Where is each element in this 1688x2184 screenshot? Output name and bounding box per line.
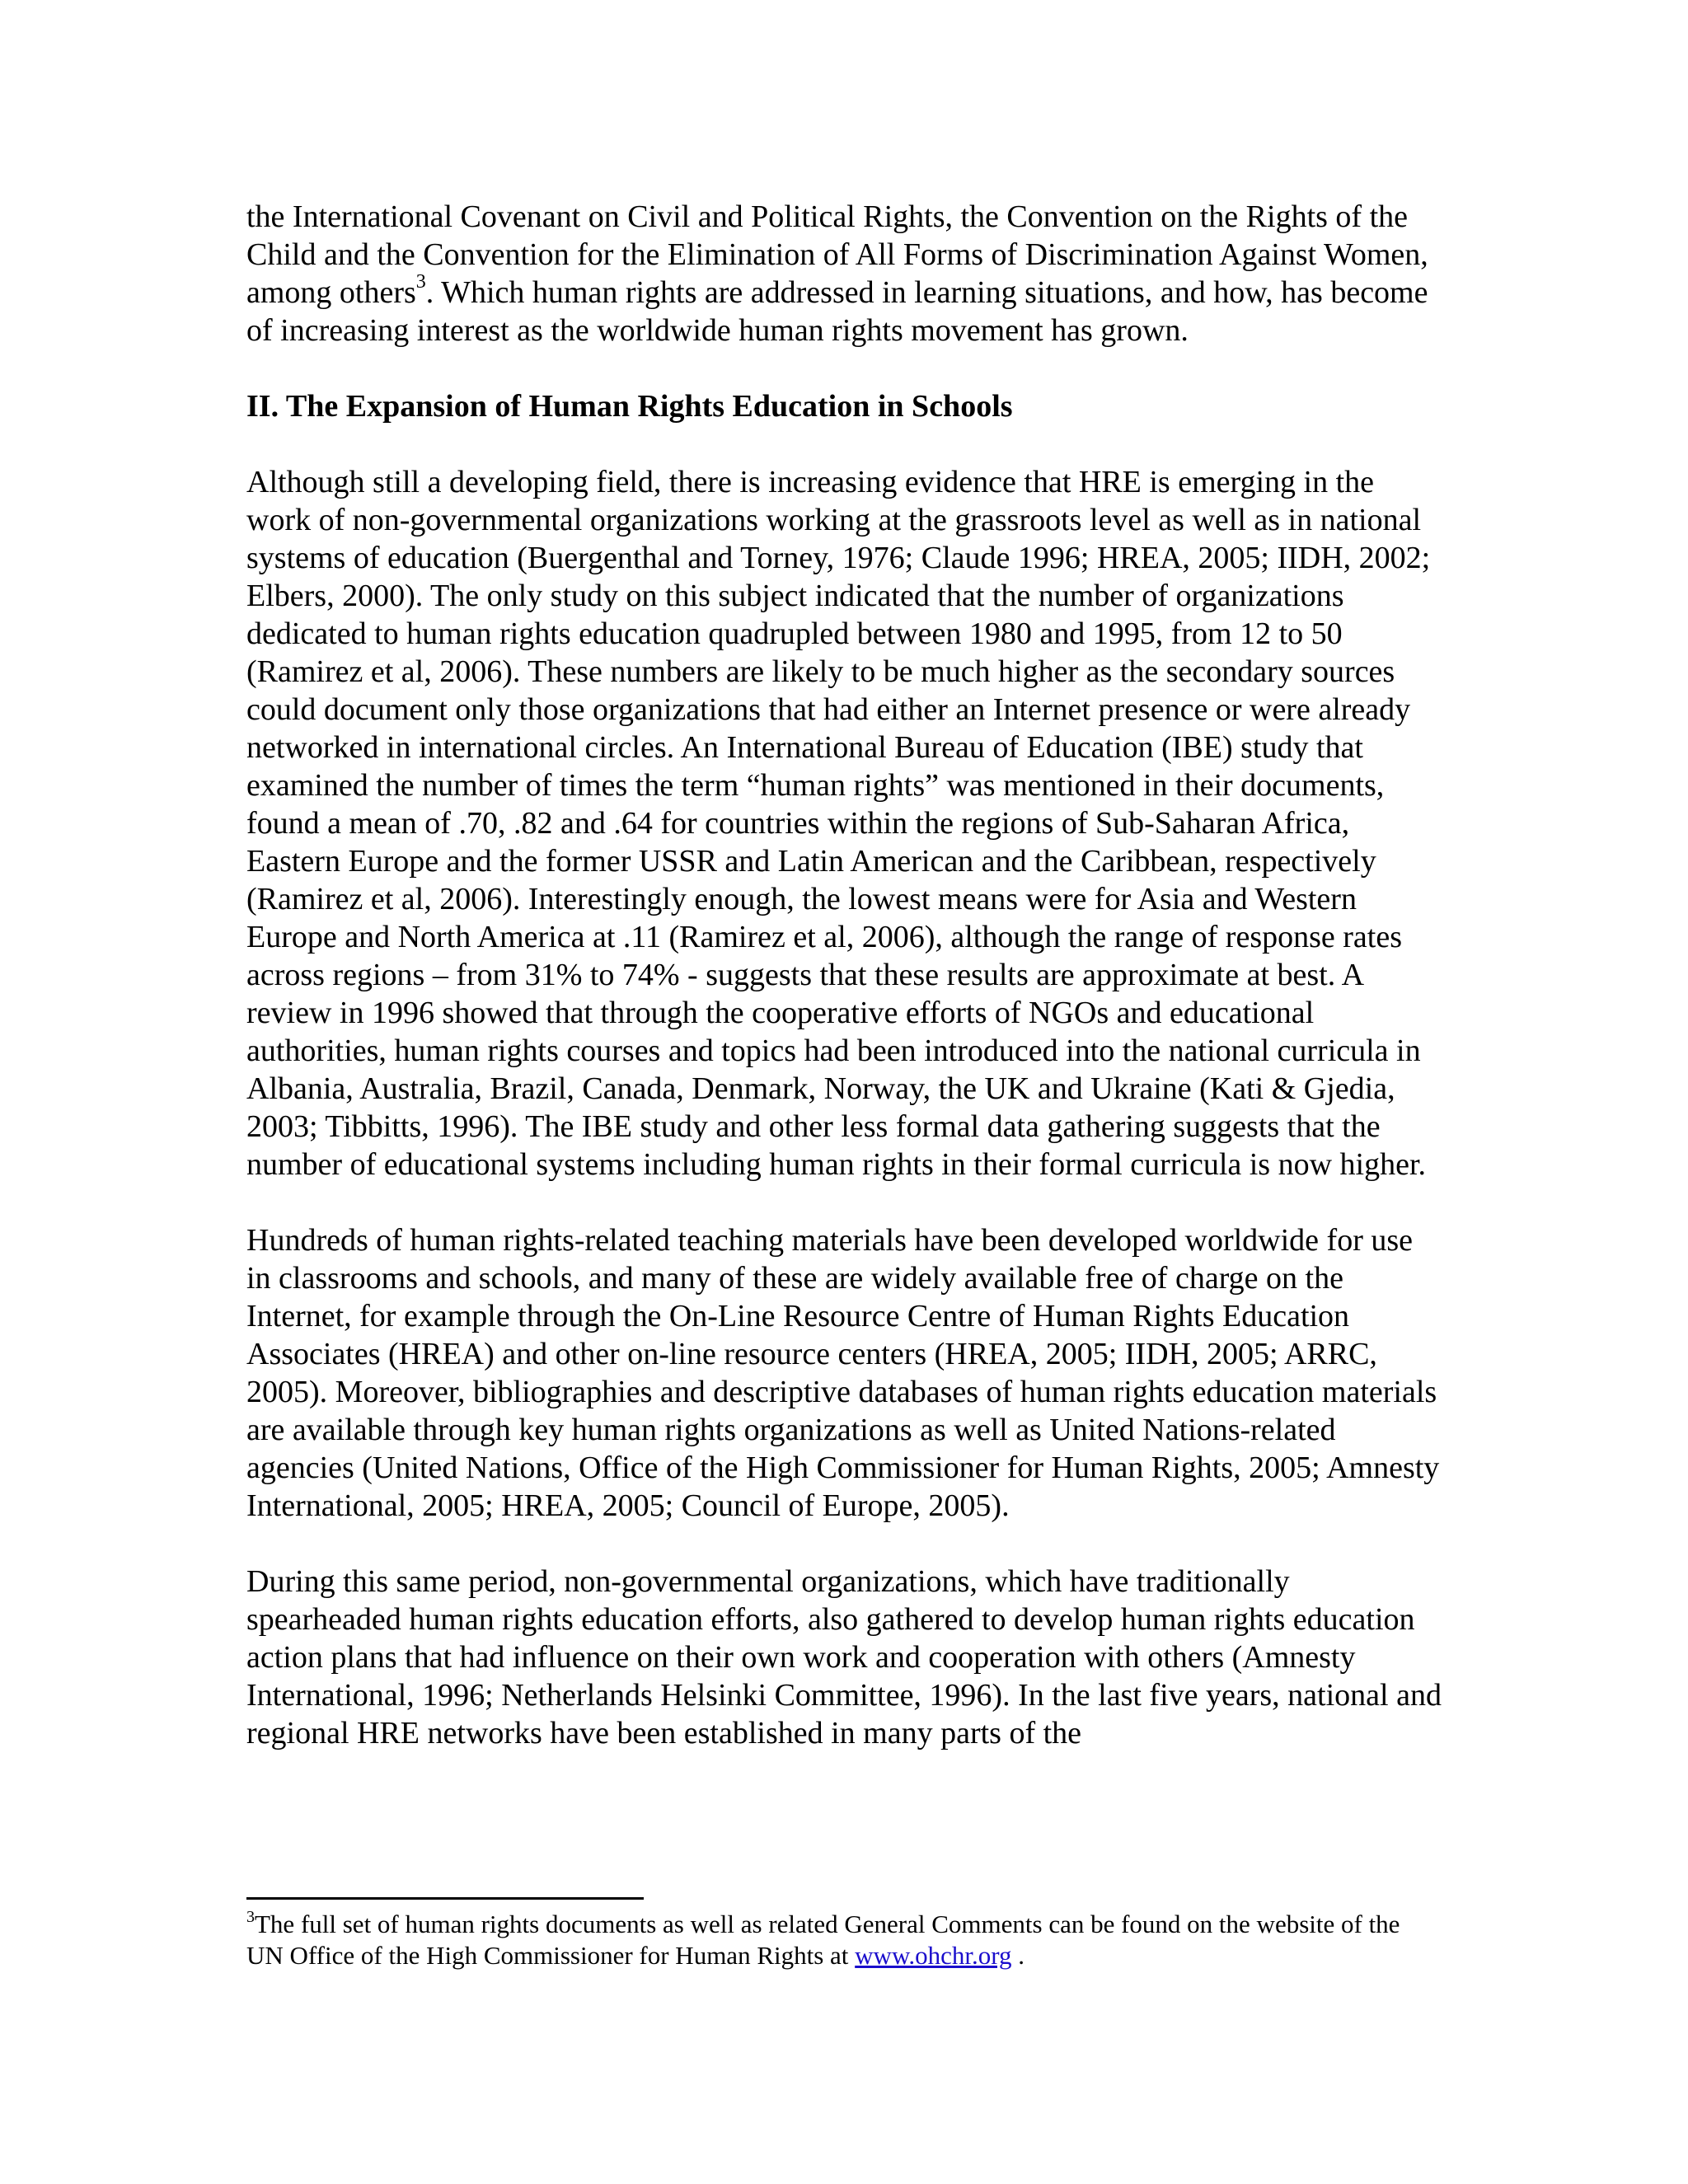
- paragraph-teaching-materials: Hundreds of human rights-related teaching materials have been developed worldwide for use in classrooms and schools, and many of these are widely available free of charge on the Internet, for example through the On-Line Resource Centre of Human Rights Education Associates (HREA) and other on-line resource centers (HREA, 2005; IIDH, 2005; ARRC, 2005). Moreover, bibliographies and descriptive databases of human rights education materials are available through key human rights organizations as well as United Nations-related agencies (United Nations, Office of the High Commissioner for Human Rights, 2005; Amnesty International, 2005; HREA, 2005; Council of Europe, 2005).: [246, 1223, 1440, 1523]
- section-heading: II. The Expansion of Human Rights Education in Schools: [246, 389, 1013, 424]
- paragraph-gap: [246, 1183, 1442, 1221]
- footnote-separator: [246, 1897, 644, 1900]
- body-text: [246, 198, 1442, 1752]
- footnote-text: The full set of human rights documents as well as related General Comments can be found on the website of the UN Office of the High Commissioner for Human Rights at: [246, 1910, 1400, 1970]
- footnote-marker: 3: [246, 1907, 255, 1926]
- ohchr-link[interactable]: www.ohchr.org: [855, 1941, 1012, 1970]
- paragraph-expansion-evidence: Although still a developing field, there is increasing evidence that HRE is emerging in the work of non-governmental organizations working at the grassroots level as well as in national systems of education (Buergenthal and Torney, 1976; Claude 1996; HREA, 2005; IIDH, 2002; Elbers, 2000). The only study on this subject indicated that the number of organizations dedicated to human rights education quadrupled between 1980 and 1995, from 12 to 50 (Ramirez et al, 2006). These numbers are likely to be much higher as the secondary sources could document only those organizations that had either an Internet presence or were already networked in international circles. An International Bureau of Education (IBE) study that examined the number of times the term “human rights” was mentioned in their documents, found a mean of .70, .82 and .64 for countries within the regions of Sub-Saharan Africa, Eastern Europe and the former USSR and Latin American and the Caribbean, respectively (Ramirez et al, 2006). Interestingly enough, the lowest means were for Asia and Western Europe and North America at .11 (Ramirez et al, 2006), although the range of response rates across regions – from 31% to 74% - suggests that these results are approximate at best. A review in 1996 showed that through the cooperative efforts of NGOs and educational authorities, human rights courses and topics had been introduced into the national curricula in Albania, Australia, Brazil, Canada, Denmark, Norway, the UK and Ukraine (Kati & Gjedia, 2003; Tibbitts, 1996). The IBE study and other less formal data gathering suggests that the number of educational systems including human rights in their formal curricula is now higher.: [246, 465, 1431, 1182]
- footnote-trailing: .: [1011, 1941, 1025, 1970]
- intro-paragraph: [246, 198, 1442, 349]
- intro-text-before: the International Covenant on Civil and Political Rights, the Convention on the Rights of the Child and the Convention for the Elimination of All Forms of Discrimination Against Women, among others: [246, 199, 1428, 310]
- footnote-reference[interactable]: 3: [415, 271, 426, 293]
- paragraph-ngo-action-plans: During this same period, non-governmental organizations, which have traditionally spearheaded human rights education efforts, also gathered to develop human rights education action plans that had influence on their own work and cooperation with others (Amnesty International, 1996; Netherlands Helsinki Committee, 1996). In the last five years, national and regional HRE networks have been established in many parts of the: [246, 1564, 1442, 1750]
- paragraph-gap: [246, 1525, 1442, 1563]
- intro-text-after: . Which human rights are addressed in learning situations, and how, has become of increasing interest as the worldwide human rights movement has grown.: [246, 275, 1428, 348]
- footnote: [246, 1909, 1442, 1971]
